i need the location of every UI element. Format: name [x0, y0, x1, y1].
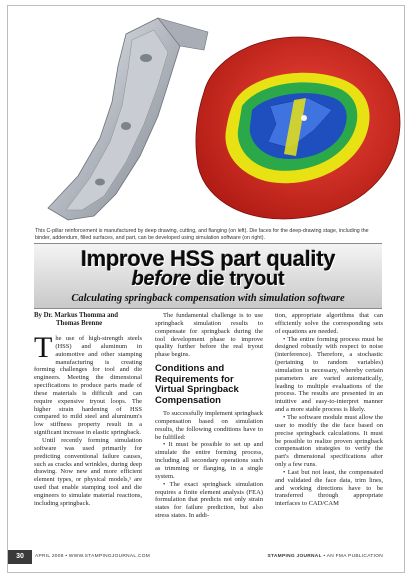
body-paragraph: Until recently forming simulation software was used primarily for predicting conventional failure causes, such as cracks and wrinkles, during deep drawing. Now new and more efficient element types, or physical models,¹ are used that enable stamping tool and die engineers to simulate material reactions, including springback. — [34, 436, 142, 507]
article-column-2 — [155, 312, 263, 520]
byline — [34, 312, 142, 328]
figure-illustration — [8, 6, 404, 228]
section-heading: Conditions and Requirements for Virtual Springback Compensation — [155, 363, 239, 406]
page-number: 30 — [8, 550, 32, 564]
headline-line-1: Improve HSS part quality — [80, 246, 336, 271]
bullet-paragraph: • Last but not least, the compensated and validated die face data, trim lines, and working directions have to be transferred through appropriate interfaces to CAD/CAM — [275, 468, 383, 508]
bullet-paragraph: • It must be possible to set up and simulate the entire forming process, including all secondary operations such as trimming or flanging, in a single system. — [155, 441, 263, 480]
headline-line-2-rest: die tryout — [190, 268, 285, 290]
article-subtitle: Calculating springback compensation with simulation software — [71, 293, 345, 304]
bullet-paragraph: • The software module must allow the user to modify the die face based on precise springback calculations. It must be possible to realize proven springback compensation strategies to verify the part's dimensional specifications after only a few runs. — [275, 413, 383, 469]
headline-banner — [34, 243, 382, 309]
footer-publication-name: STAMPING JOURNAL — [267, 554, 322, 559]
footer-publication — [268, 554, 383, 559]
body-paragraph: To successfully implement springback compensation based on simulation results, the following conditions have to be fulfilled: — [155, 410, 263, 441]
footer-publication-note: • AN FMA PUBLICATION — [321, 554, 383, 559]
article-column-1 — [34, 312, 142, 508]
c-pillar-part-image — [48, 18, 208, 220]
page-footer — [8, 550, 404, 564]
byline-line-1: By Dr. Markus Thomma and — [34, 312, 119, 319]
figure-c-pillar-simulation — [8, 6, 404, 228]
magazine-page — [7, 5, 405, 573]
bullet-paragraph: • The exact springback simulation requires a finite element analysis (FEA) formulation that predicts not only strain states for failure prediction, but also stress states. In addi- — [155, 480, 263, 520]
die-face-simulation-image — [196, 37, 400, 219]
footer-issue-and-url: APRIL 2008 • WWW.STAMPINGJOURNAL.COM — [35, 554, 151, 559]
intro-paragraph-text: he use of high-strength steels (HSS) and aluminum in automotive and other stamping manufacturing is creating forming challenges for tool and die engineers. Meeting the dimensional specifications to produce parts made of these materials is difficult and can require expensive tryout loops. The higher strain hardening of HSS compared to mild steel and aluminum's low stiffness property result in a significant increase in elastic springback. — [34, 335, 142, 437]
body-paragraph: The fundamental challenge is to use springback simulation results to compensate for springback during the tool development phase to improve quality further before the real tryout phase begins. — [155, 312, 263, 359]
figure-caption: This C-pillar reinforcement is manufactured by deep drawing, cutting, and flanging (on left). Die faces for the deep-drawing stage, including the binder, addendum, filled surfaces, and part, can be developed using simulation software (on right). — [35, 228, 369, 241]
body-paragraph: tion, appropriate algorithms that can efficiently solve the corresponding sets of equations are needed. — [275, 312, 383, 335]
intro-paragraph — [34, 331, 142, 437]
drop-cap: T — [34, 331, 53, 364]
bullet-paragraph: • The entire forming process must be designed robustly with respect to noise (interference). Therefore, a stochastic (pertaining to random variables) simulation is necessary, whereby certain parameters are varied automatically, leading to multiple evaluations of the process. The results are presented in an intuitive and easy-to-interpret manner and a more stable process is likely. — [275, 335, 383, 414]
headline-emphasis: before — [131, 268, 191, 290]
byline-line-2: Thomas Brenne — [56, 320, 103, 327]
headline-line-2 — [34, 268, 382, 291]
article-column-3 — [275, 312, 383, 508]
